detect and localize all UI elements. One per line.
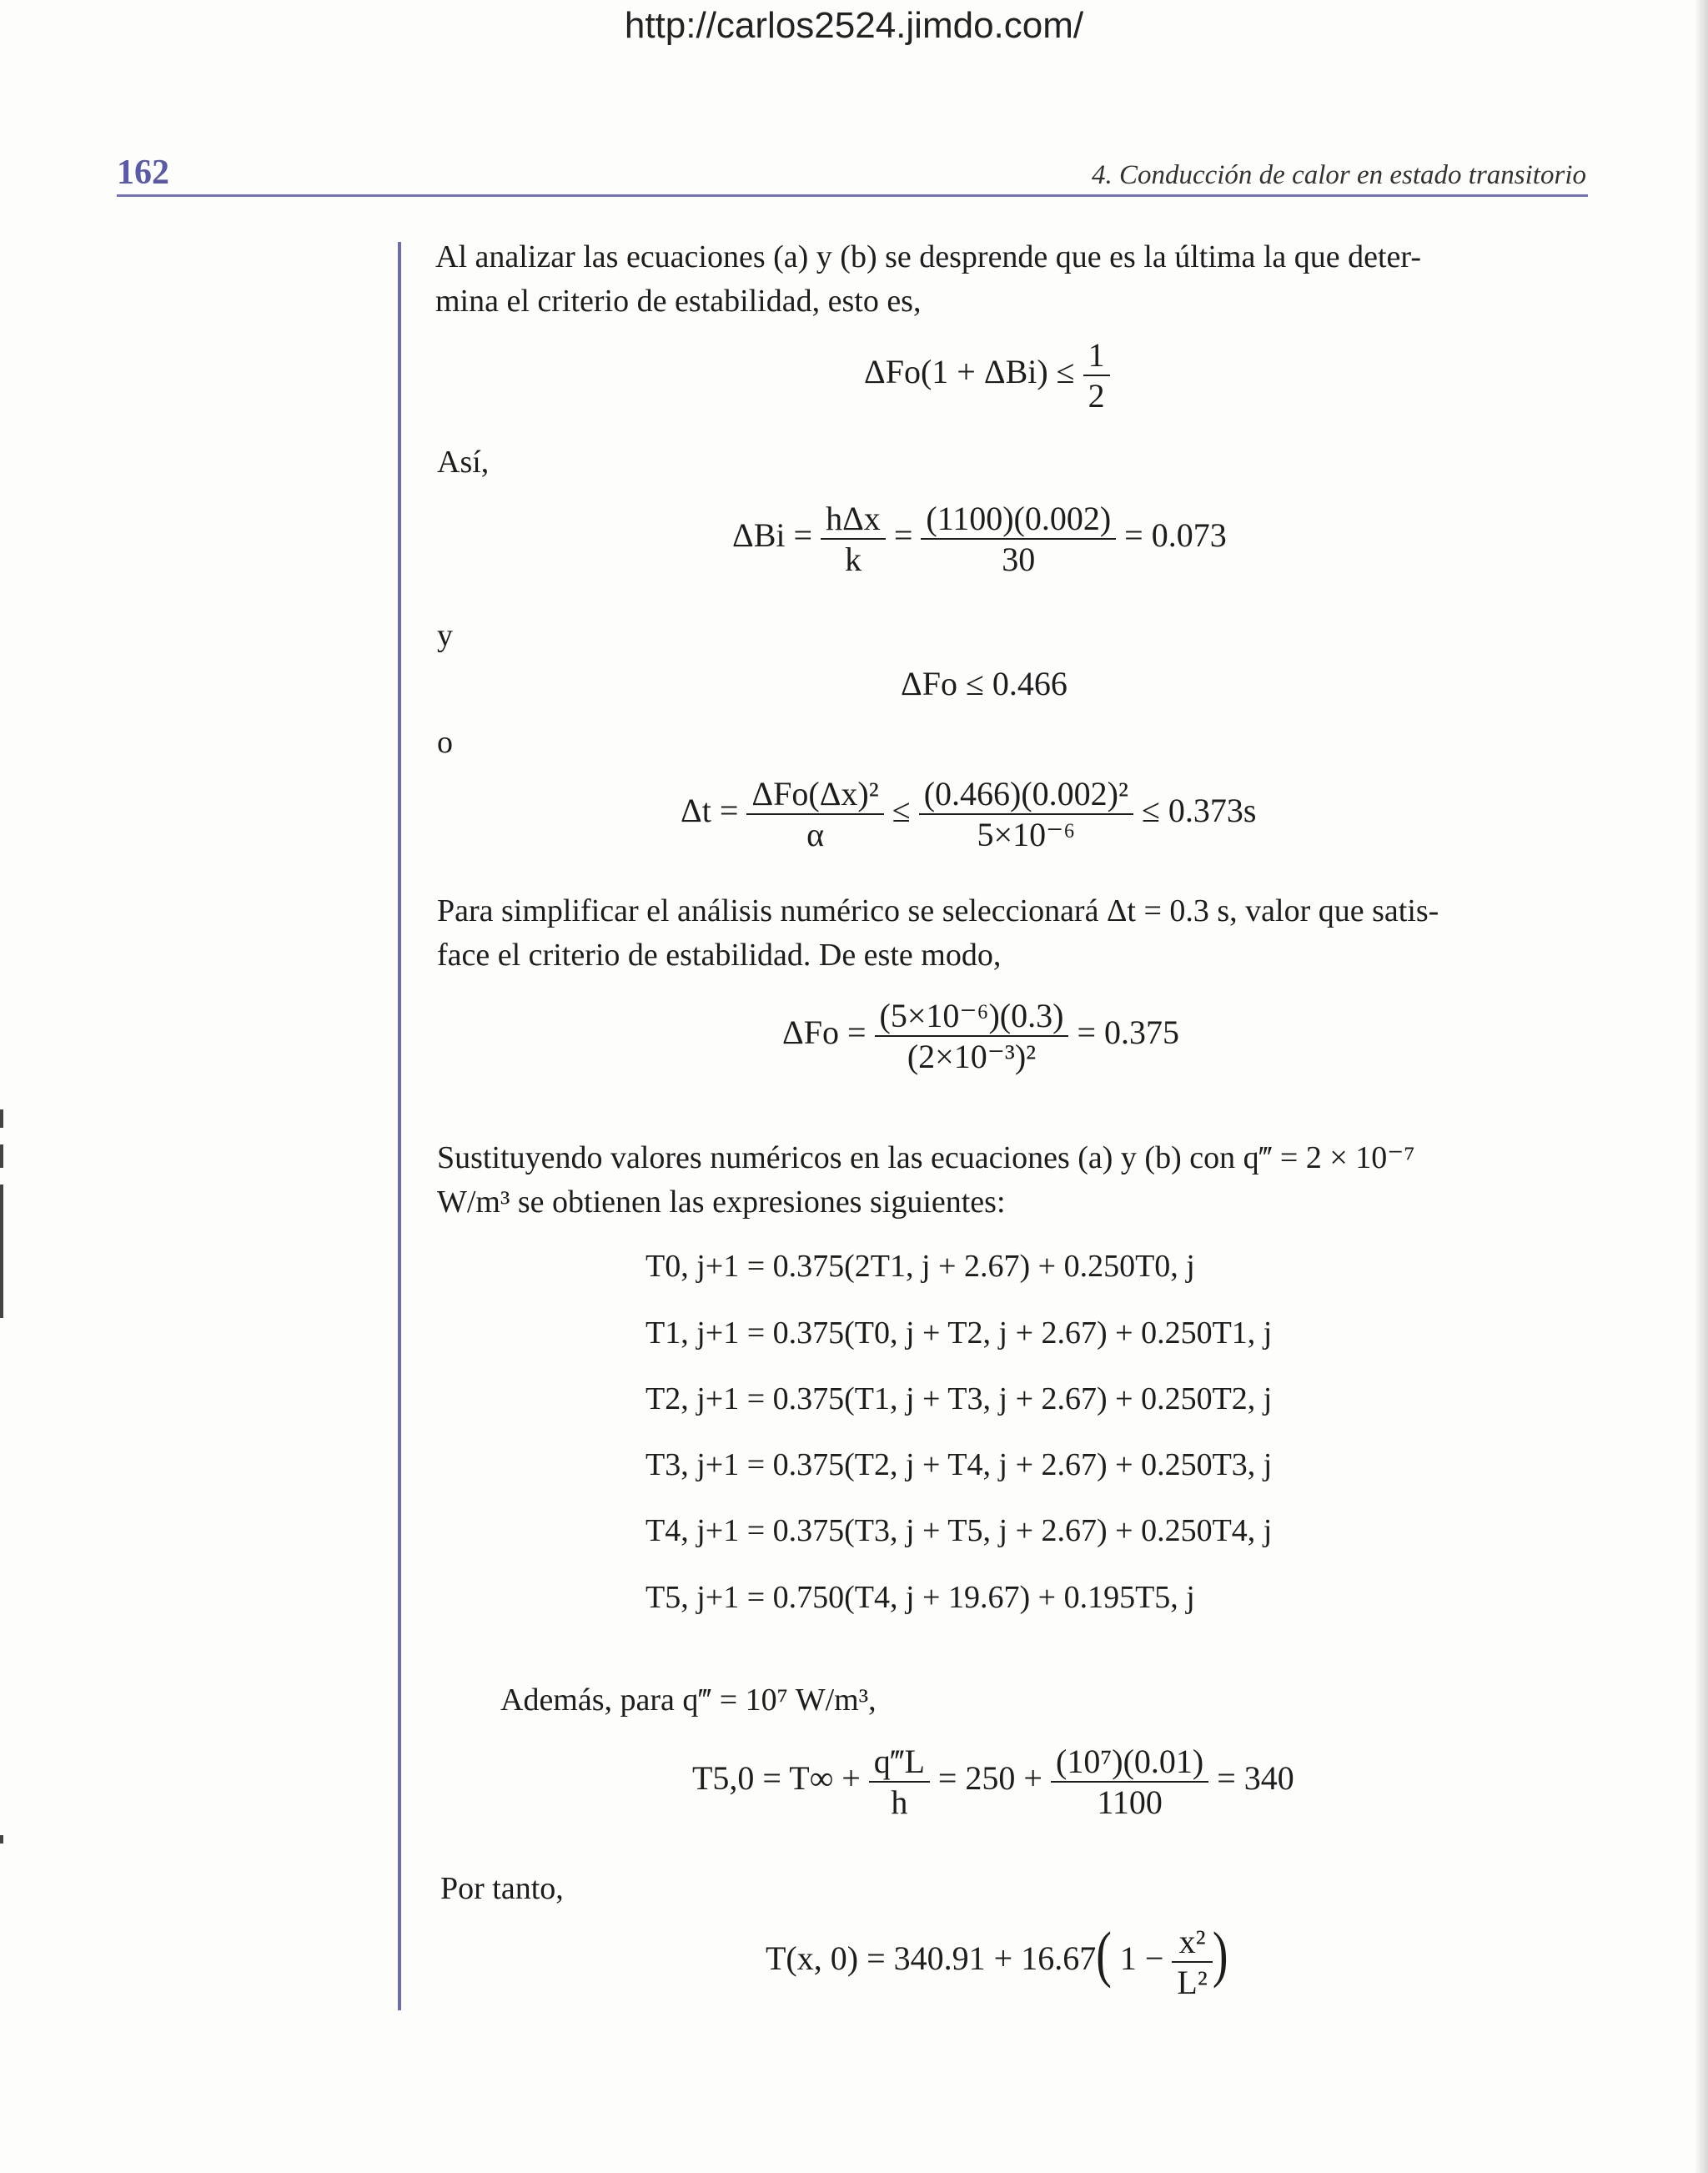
fraction-time-values	[919, 774, 1133, 854]
one-minus: 1 −	[1119, 1939, 1164, 1978]
page-edge-shadow	[1695, 0, 1708, 2173]
margin-rule	[398, 242, 401, 2010]
paragraph-1	[435, 235, 1586, 324]
fraction-h-dx-over-k	[821, 499, 886, 579]
equation-initial-profile	[766, 1919, 1228, 2002]
fraction-denominator: α	[806, 816, 825, 853]
paragraph-3-line-1: Sustituyendo valores numéricos en las ecuaciones (a) y (b) con q‴ = 2 × 10⁻⁷	[437, 1140, 1415, 1175]
fraction-numerator: 1	[1083, 335, 1110, 376]
equation-biot	[732, 499, 1227, 579]
fraction-fourier-values	[875, 996, 1069, 1076]
equation-time-step-lhs: Δt =	[681, 792, 739, 830]
equation-biot-lhs: ΔBi =	[732, 516, 813, 555]
equation-time-step-result: ≤ 0.373s	[1141, 792, 1257, 830]
label-o: o	[437, 725, 453, 760]
node-equation-5: T5, j+1 = 0.750(T4, j + 19.67) + 0.195T5, j	[646, 1580, 1195, 1615]
fraction-denominator: 30	[1002, 541, 1036, 578]
fraction-numerator: ΔFo(Δx)²	[746, 774, 883, 815]
fraction-denominator: h	[891, 1783, 908, 1821]
label-y: y	[437, 618, 453, 653]
node-equation-3: T3, j+1 = 0.375(T2, j + T4, j + 2.67) + 0.250T3, j	[646, 1447, 1273, 1482]
fraction-fo-dx-over-alpha	[746, 774, 883, 854]
fraction-denominator: 2	[1088, 377, 1105, 415]
fraction-denominator: 5×10⁻⁶	[977, 816, 1076, 853]
header-rule	[117, 194, 1588, 197]
fraction-numerator: x²	[1172, 1922, 1212, 1963]
equation-time-step	[681, 774, 1257, 854]
fraction-numerator: (10⁷)(0.01)	[1051, 1742, 1208, 1783]
paragraph-3	[437, 1136, 1588, 1225]
source-url[interactable]: http://carlos2524.jimdo.com/	[624, 5, 1084, 46]
paragraph-3-line-2: W/m³ se obtienen las expresiones siguientes:	[437, 1185, 1006, 1220]
equation-fourier-lhs: ΔFo =	[782, 1014, 867, 1052]
fraction-denominator: 1100	[1097, 1783, 1163, 1821]
fraction-numerator: (1100)(0.002)	[921, 499, 1116, 540]
scan-mark	[0, 1109, 3, 1128]
label-por-tanto: Por tanto,	[440, 1871, 564, 1906]
node-equation-1: T1, j+1 = 0.375(T0, j + T2, j + 2.67) + 0.250T1, j	[646, 1315, 1273, 1351]
equation-biot-result: = 0.073	[1124, 516, 1227, 555]
fraction-denominator: (2×10⁻³)²	[907, 1038, 1037, 1075]
fraction-one-half	[1083, 335, 1110, 415]
equation-profile-lhs: T(x, 0) = 340.91 + 16.67	[766, 1939, 1097, 1978]
page-number: 162	[117, 153, 169, 192]
label-asi: Así,	[437, 445, 490, 480]
paragraph-1-line-2: mina el criterio de estabilidad, esto es,	[435, 284, 922, 319]
equation-initial-surface-temp	[692, 1742, 1294, 1822]
fraction-numerator: (0.466)(0.002)²	[919, 774, 1133, 815]
fraction-numerator: hΔx	[821, 499, 886, 540]
node-equation-0: T0, j+1 = 0.375(2T1, j + 2.67) + 0.250T0, j	[646, 1249, 1195, 1284]
equation-stability-lhs: ΔFo(1 + ΔBi) ≤	[864, 353, 1075, 391]
less-equal-sign: ≤	[892, 792, 911, 830]
equation-initial-mid: = 250 +	[937, 1759, 1042, 1798]
right-paren: )	[1212, 1919, 1228, 1990]
fraction-denominator: L²	[1177, 1964, 1208, 2001]
scan-mark	[0, 1185, 3, 1318]
node-equation-2: T2, j+1 = 0.375(T1, j + T3, j + 2.67) + 0.250T2, j	[646, 1381, 1273, 1416]
equation-initial-lhs: T5,0 = T∞ +	[692, 1759, 861, 1798]
left-paren: (	[1096, 1919, 1112, 1990]
fraction-numerator: (5×10⁻⁶)(0.3)	[875, 996, 1069, 1037]
equation-initial-result: = 340	[1217, 1759, 1294, 1798]
fraction-initial-values	[1051, 1742, 1208, 1822]
fraction-numerator: q‴L	[869, 1742, 930, 1783]
paragraph-1-line-1: Al analizar las ecuaciones (a) y (b) se desprende que es la última la que deter-	[435, 239, 1421, 274]
equation-stability	[864, 335, 1110, 415]
paragraph-2	[437, 889, 1588, 978]
fraction-qL-over-h	[869, 1742, 930, 1822]
equation-fourier-result: = 0.375	[1077, 1014, 1179, 1052]
fraction-denominator: k	[844, 541, 862, 578]
paragraph-4: Además, para q‴ = 10⁷ W/m³,	[500, 1683, 877, 1718]
scan-mark	[0, 1835, 3, 1844]
fraction-biot-values	[921, 499, 1116, 579]
node-equation-4: T4, j+1 = 0.375(T3, j + T5, j + 2.67) + 0.250T4, j	[646, 1513, 1273, 1548]
paragraph-2-line-1: Para simplificar el análisis numérico se seleccionará Δt = 0.3 s, valor que satis-	[437, 893, 1439, 928]
chapter-title: 4. Conducción de calor en estado transitorio	[1091, 160, 1586, 190]
equation-fourier-limit: ΔFo ≤ 0.466	[901, 665, 1068, 702]
scan-mark	[0, 1144, 3, 1168]
equals-sign: =	[893, 516, 913, 555]
equation-fourier-value	[782, 996, 1179, 1076]
paragraph-2-line-2: face el criterio de estabilidad. De este modo,	[437, 938, 1002, 973]
fraction-x2-over-L2	[1172, 1922, 1212, 2002]
